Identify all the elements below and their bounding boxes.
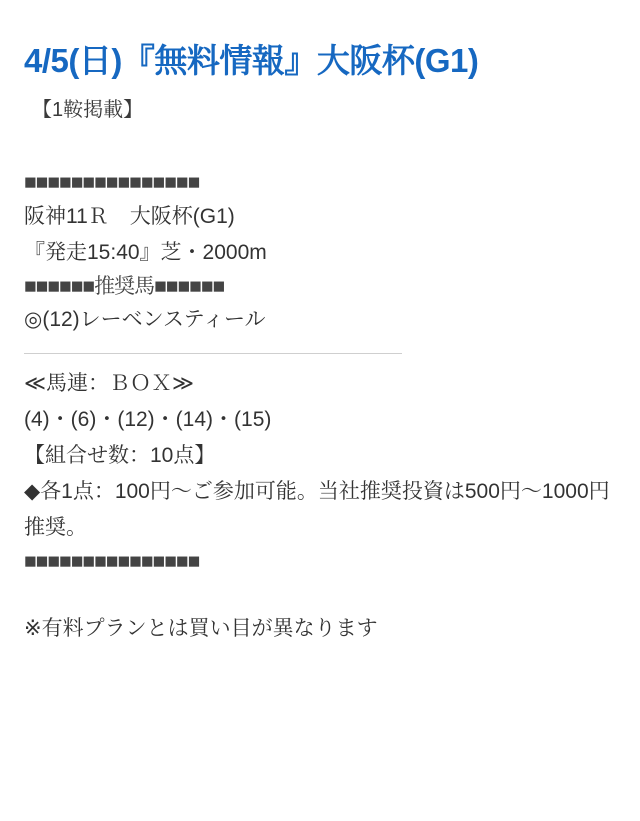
race-name: 阪神11Ｒ 大阪杯(G1) xyxy=(24,204,235,228)
bottom-spacer xyxy=(24,578,616,612)
article-subtitle: 【1鞍掲載】 xyxy=(32,99,144,122)
combination-count: 【組合せ数：10点】 xyxy=(24,443,216,467)
race-detail: 『発走15:40』芝・2000m xyxy=(24,240,267,264)
page-title: 4/5(日)『無料情報』大阪杯(G1) xyxy=(24,42,479,79)
investment-note: ◆各1点：100円〜ご参加可能。当社推奨投資は500円〜1000円推奨。 xyxy=(24,479,610,540)
bet-type: ≪馬連：ＢＯＸ≫ xyxy=(24,371,194,395)
recommended-horse: ◎(12)レーベンスティール xyxy=(24,308,266,332)
divider-recommend: ■■■■■■推奨馬■■■■■■ xyxy=(24,274,225,298)
bet-numbers: (4)・(6)・(12)・(14)・(15) xyxy=(24,407,272,431)
divider-top: ■■■■■■■■■■■■■■■ xyxy=(24,171,200,195)
article-body xyxy=(24,167,616,645)
divider-bottom: ■■■■■■■■■■■■■■■ xyxy=(24,550,200,574)
footnote: ※有料プランとは買い目が異なります xyxy=(24,616,378,640)
section-divider xyxy=(24,353,402,354)
